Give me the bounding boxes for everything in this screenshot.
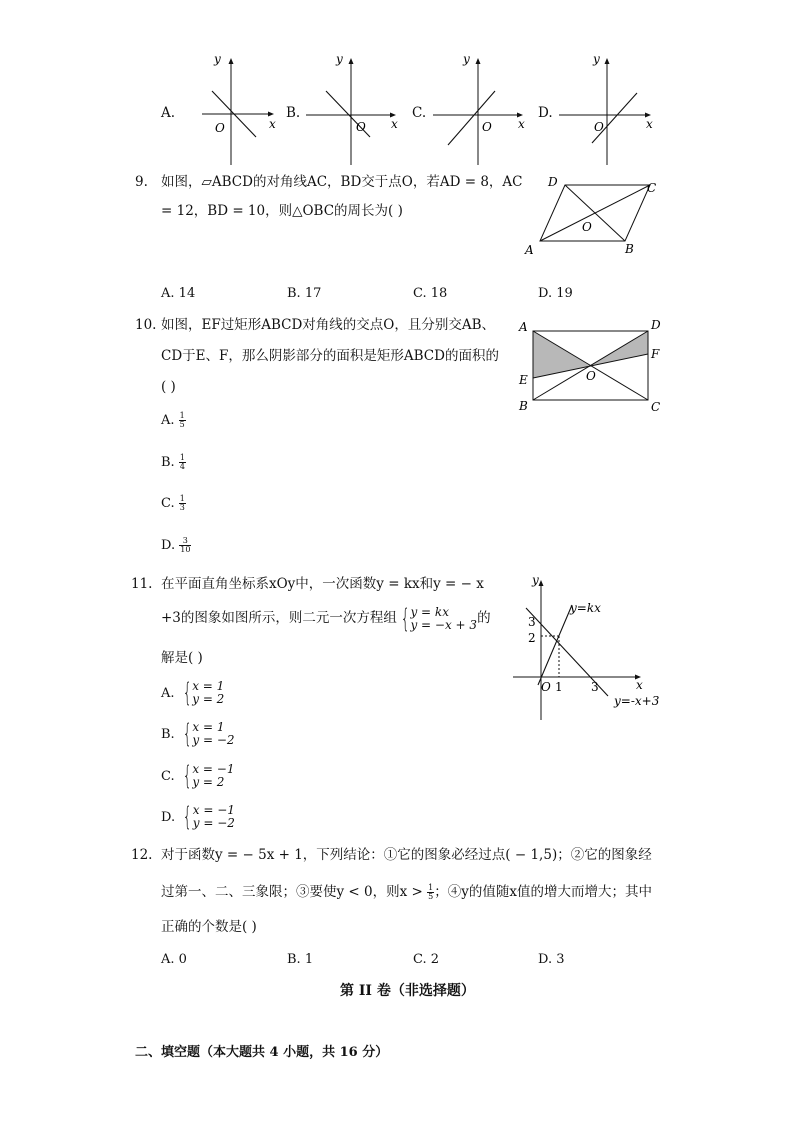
q11-figure-graph: [508, 570, 668, 725]
q8-graph-d: [559, 55, 659, 167]
q11-option-b[interactable]: B. { x = 1 y = −2: [161, 719, 235, 749]
q9-number: 9.: [135, 174, 148, 190]
q8-a-y-label: y: [214, 55, 221, 66]
q10-option-a[interactable]: A. $\frac{1}{5}$: [161, 411, 185, 429]
q8-b-origin: O: [356, 120, 366, 134]
q8-option-d-label: D.: [538, 105, 553, 121]
q11-label-kx: y=kx: [570, 601, 601, 615]
q8-graph-a: [202, 55, 282, 167]
q9-vertex-c: C: [647, 181, 657, 195]
q9-option-a[interactable]: A. 14: [161, 286, 196, 301]
q12-line2: 过第一、二、三象限；③要使y < 0，则x > $\frac{1}{5}$ ；④y的值随x值的增大而增大；其中: [161, 883, 652, 901]
q11-line2: [161, 606, 491, 632]
q9-option-b[interactable]: B. 17: [287, 286, 322, 301]
q11-line3: 解是( ): [161, 650, 203, 666]
q12-option-a[interactable]: A. 0: [161, 952, 187, 967]
q11-line2-post: 的: [477, 610, 491, 627]
q9-option-c[interactable]: C. 18: [413, 286, 448, 301]
q12-line3: 正确的个数是( ): [161, 919, 257, 935]
q10-point-e: E: [519, 373, 528, 387]
q10-vertex-a: A: [519, 320, 528, 334]
q11-line2-pre: +3的图象如图所示，则二元一次方程组: [161, 610, 397, 627]
q10-vertex-d: D: [651, 318, 661, 332]
q11-tick-3x: 3: [591, 680, 599, 694]
q10-option-c[interactable]: C. $\frac{1}{3}$: [161, 494, 185, 512]
q10-line1: 如图，EF过矩形ABCD对角线的交点O，且分别交AB、: [161, 317, 496, 333]
q11-tick-2y: 2: [528, 631, 536, 645]
q11-label-line: y=-x+3: [614, 694, 660, 708]
q11-option-a[interactable]: A. { x = 1 y = 2: [161, 678, 225, 708]
q10-option-d[interactable]: D. $\frac{3}{10}$: [161, 536, 191, 554]
q10-center-o: O: [586, 369, 596, 383]
q10-line2: CD于E、F，那么阴影部分的面积是矩形ABCD的面积的: [161, 348, 499, 364]
q12-fraction: $\frac{1}{5}$: [428, 883, 434, 901]
q8-option-c-label: C.: [412, 105, 427, 121]
q9-option-d[interactable]: D. 19: [538, 286, 573, 301]
q8-c-x-label: x: [518, 117, 525, 131]
q11-option-c[interactable]: C. { x = −1 y = 2: [161, 761, 235, 791]
q9-vertex-a: A: [525, 243, 534, 257]
q8-option-a-label: A.: [161, 105, 176, 121]
q9-vertex-b: B: [625, 242, 634, 256]
q8-c-origin: O: [482, 120, 492, 134]
q8-b-x-label: x: [391, 117, 398, 131]
q12-number: 12.: [131, 847, 153, 863]
q9-line2: = 12，BD = 10，则△OBC的周长为( ): [161, 203, 403, 219]
q12-option-b[interactable]: B. 1: [287, 952, 314, 967]
q10-line3: ( ): [161, 379, 176, 395]
q9-center-o: O: [582, 220, 592, 234]
q11-equation-system: { y = kx y = −x + 3: [400, 604, 478, 634]
q10-vertex-c: C: [651, 400, 661, 414]
q8-d-x-label: x: [646, 117, 653, 131]
q10-option-b[interactable]: B. $\frac{1}{4}$: [161, 453, 185, 471]
q8-graphs: [150, 55, 670, 170]
q8-graph-b: [306, 55, 401, 167]
q12-option-c[interactable]: C. 2: [413, 952, 440, 967]
q9-vertex-d: D: [548, 175, 558, 189]
q11-line1: 在平面直角坐标系xOy中，一次函数y = kx和y = − x: [161, 576, 484, 592]
q11-origin-label: O: [541, 680, 551, 694]
q8-c-y-label: y: [463, 55, 470, 66]
q8-option-b-label: B.: [286, 105, 301, 121]
q11-x-axis-label: x: [636, 678, 643, 692]
q9-figure-parallelogram: [520, 172, 665, 260]
q8-d-y-label: y: [593, 55, 600, 66]
q10-point-f: F: [651, 347, 660, 361]
section2-heading: 二、填空题（本大题共 4 小题，共 16 分）: [135, 1045, 389, 1060]
q12-option-d[interactable]: D. 3: [538, 952, 565, 967]
q11-y-axis-label: y: [532, 573, 539, 587]
q11-tick-3y: 3: [528, 615, 536, 629]
q11-tick-1x: 1: [555, 680, 563, 694]
q8-a-origin: O: [215, 121, 225, 135]
q12-line1: 对于函数y = − 5x + 1，下列结论：①它的图象必经过点( − 1,5)；②它的图象经: [161, 847, 652, 863]
q11-number: 11.: [131, 576, 153, 592]
q9-line1: 如图，▱ABCD的对角线AC，BD交于点O，若AD = 8，AC: [161, 174, 523, 190]
q8-d-origin: O: [594, 120, 604, 134]
section-title: 第 II 卷（非选择题）: [340, 983, 475, 999]
q8-a-x-label: x: [269, 117, 276, 131]
q10-figure-rectangle: [515, 316, 665, 416]
q8-graph-c: [433, 55, 528, 167]
q8-b-y-label: y: [336, 55, 343, 66]
q10-vertex-b: B: [519, 399, 528, 413]
q11-option-d[interactable]: D. { x = −1 y = −2: [161, 802, 235, 832]
q10-number: 10.: [135, 317, 157, 333]
